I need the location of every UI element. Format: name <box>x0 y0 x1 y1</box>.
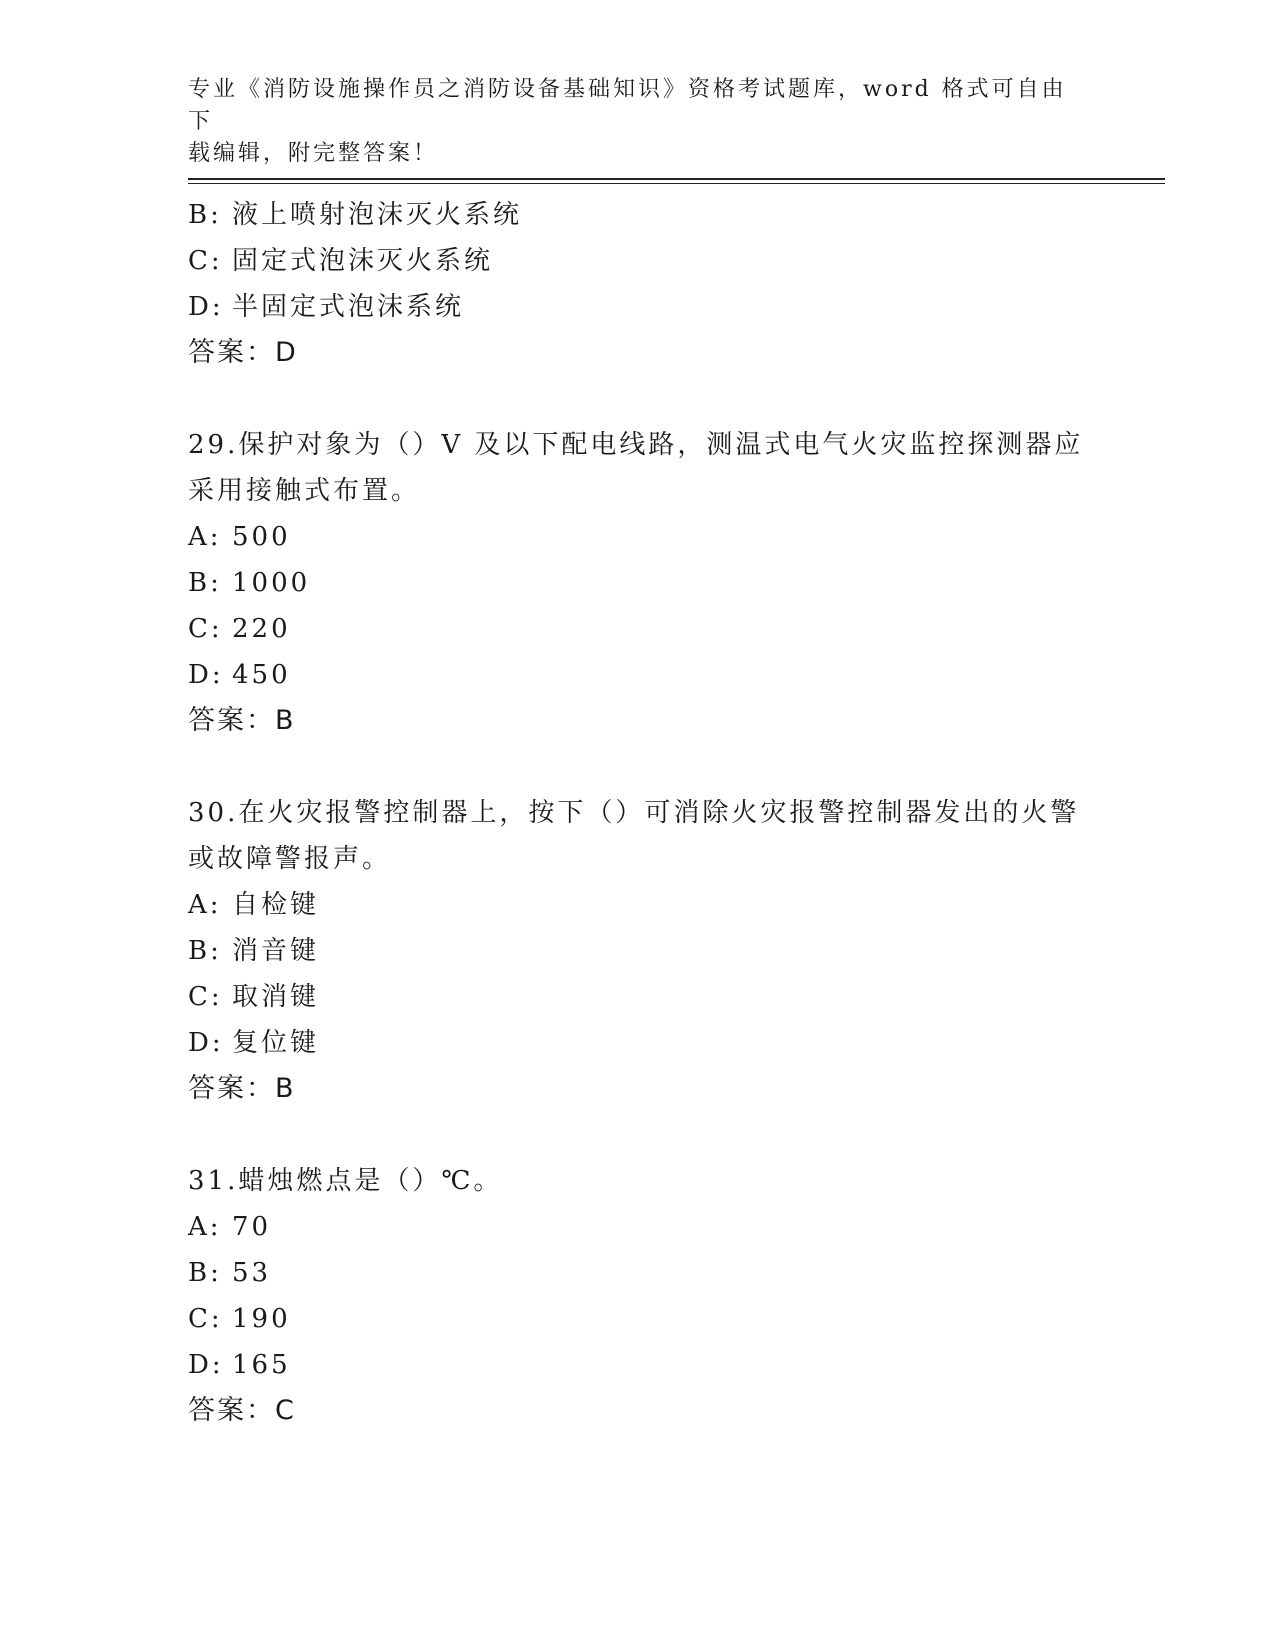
option-d <box>188 1020 1088 1066</box>
option-text: 取消键 <box>232 982 320 1012</box>
answer-label: 答案：D <box>188 337 298 368</box>
option-a <box>188 1204 1088 1250</box>
option-c <box>188 1296 1088 1342</box>
option-text: 220 <box>232 614 291 644</box>
option-letter: A: <box>188 890 222 920</box>
question-30 <box>188 790 1088 1112</box>
option-text: 53 <box>232 1258 272 1288</box>
option-a <box>188 882 1088 928</box>
question-31 <box>188 1158 1088 1434</box>
header-line-2: 载编辑，附完整答案！ <box>188 141 439 166</box>
option-letter: C: <box>188 614 223 644</box>
option-letter: B: <box>188 936 222 966</box>
option-letter: C: <box>188 1304 223 1334</box>
document-header <box>188 74 1068 170</box>
option-d <box>188 652 1088 698</box>
option-text: 复位键 <box>232 1028 320 1058</box>
option-letter: D: <box>188 660 224 690</box>
option-b <box>188 560 1088 606</box>
option-letter: B: <box>188 200 222 230</box>
option-b <box>188 1250 1088 1296</box>
option-text: 固定式泡沫灭火系统 <box>232 246 494 276</box>
option-letter: D: <box>188 1028 224 1058</box>
option-letter: B: <box>188 568 222 598</box>
question-title-line-2: 采用接触式布置。 <box>188 476 421 506</box>
option-text: 500 <box>232 522 291 552</box>
option-letter: D: <box>188 1350 224 1380</box>
question-title-line-1: 30.在火灾报警控制器上，按下（）可消除火灾报警控制器发出的火警 <box>188 798 1080 828</box>
question-title-line-2: 或故障警报声。 <box>188 844 392 874</box>
header-divider-thick <box>188 178 1165 180</box>
question-content <box>188 192 1088 1434</box>
option-c <box>188 974 1088 1020</box>
option-text: 消音键 <box>232 936 320 966</box>
option-text: 190 <box>232 1304 291 1334</box>
option-letter: B: <box>188 1258 222 1288</box>
option-letter: A: <box>188 522 222 552</box>
option-d <box>188 284 1088 330</box>
option-text: 450 <box>232 660 291 690</box>
option-text: 液上喷射泡沫灭火系统 <box>232 200 523 230</box>
option-c <box>188 606 1088 652</box>
question-29 <box>188 422 1088 744</box>
question-title-line-1: 29.保护对象为（）V 及以下配电线路，测温式电气火灾监控探测器应 <box>188 430 1084 460</box>
answer-label: 答案：C <box>188 1395 296 1426</box>
option-letter: C: <box>188 246 223 276</box>
option-c <box>188 238 1088 284</box>
option-text: 165 <box>232 1350 291 1380</box>
option-d <box>188 1342 1088 1388</box>
question-title-line-1: 31.蜡烛燃点是（）℃。 <box>188 1166 503 1196</box>
option-letter: C: <box>188 982 223 1012</box>
option-b <box>188 192 1088 238</box>
answer-label: 答案：B <box>188 1073 296 1104</box>
answer-label: 答案：B <box>188 705 296 736</box>
prev-question-block <box>188 192 1088 376</box>
header-line-1: 专业《消防设施操作员之消防设备基础知识》资格考试题库，word 格式可自由下 <box>188 77 1067 134</box>
option-text: 半固定式泡沫系统 <box>232 292 465 322</box>
option-a <box>188 514 1088 560</box>
option-text: 1000 <box>232 568 311 598</box>
option-letter: D: <box>188 292 224 322</box>
option-text: 70 <box>232 1212 272 1242</box>
option-b <box>188 928 1088 974</box>
option-letter: A: <box>188 1212 222 1242</box>
header-divider-thin <box>188 183 1165 184</box>
option-text: 自检键 <box>232 890 320 920</box>
